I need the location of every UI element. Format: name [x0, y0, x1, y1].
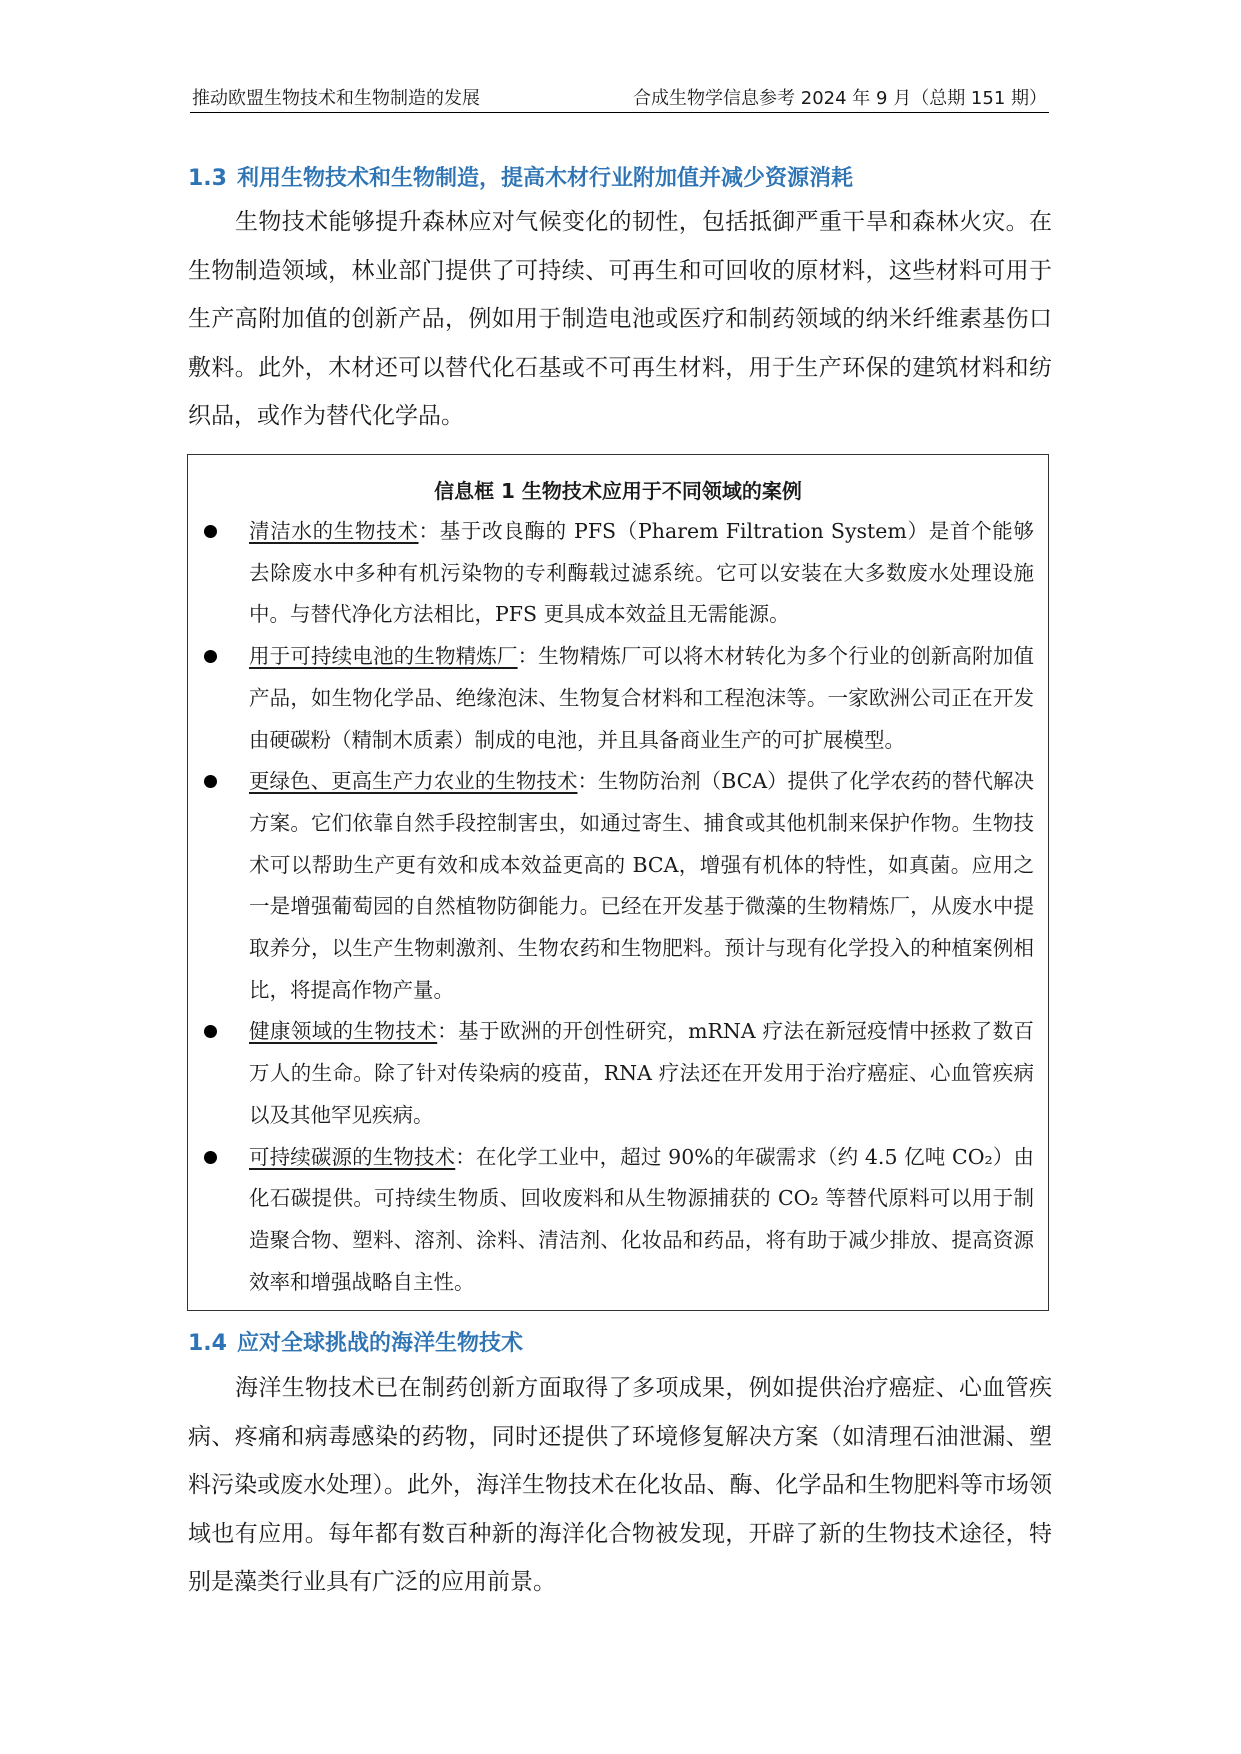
info-box-title: 信息框 1 生物技术应用于不同领域的案例 [434, 479, 802, 503]
bullet-icon [204, 775, 217, 788]
section-title: 利用生物技术和生物制造，提高木材行业附加值并减少资源消耗 [236, 166, 853, 191]
bullet-icon [204, 525, 217, 538]
item-title: 健康领域的生物技术 [249, 1019, 438, 1044]
bullet-icon [204, 650, 217, 663]
item-text: ：在化学工业中，超过 90%的年碳需求（约 4.5 亿吨 CO₂）由化石碳提供。可持续生物质、回收废料和从生物源捕获的 CO₂ 等替代原料可以用于制造聚合物、塑料、溶剂、涂料、清洁剂、化妆品和药品，将有助于减少排放、提高资源效率和增强战略自主性。 [249, 1144, 1034, 1294]
section-title: 应对全球挑战的海洋生物技术 [236, 1331, 523, 1356]
page-header [190, 86, 1049, 113]
item-title: 清洁水的生物技术 [249, 519, 419, 543]
item-title: 用于可持续电池的生物精炼厂 [249, 644, 518, 669]
info-box [187, 454, 1049, 1311]
list-item [188, 1011, 1048, 1136]
section-heading-1-4 [188, 1326, 523, 1357]
list-item [188, 511, 1048, 636]
item-text: ：基于改良酶的 PFS（Pharem Filtration System）是首个能够去除废水中多种有机污染物的专利酶载过滤系统。它可以安装在大多数废水处理设施中。与替代净化方法相比，PFS 更具成本效益且无需能源。 [249, 519, 1034, 627]
list-item [188, 1137, 1048, 1304]
item-text: ：生物防治剂（BCA）提供了化学农药的替代解决方案。它们依靠自然手段控制害虫，如通过寄生、捕食或其他机制来保护作物。生物技术可以帮助生产更有效和成本效益更高的 BCA，增强有机体的特性，如真菌。应用之一是增强葡萄园的自然植物防御能力。已经在开发基于微藻的生物精炼厂，从废水中提取养分，以生产生物刺激剂、生物农药和生物肥料。预计与现有化学投入的种植案例相比，将提高作物产量。 [249, 769, 1035, 1002]
item-text: ：生物精炼厂可以将木材转化为多个行业的创新高附加值产品，如生物化学品、绝缘泡沫、生物复合材料和工程泡沫等。一家欧洲公司正在开发由硬碳粉（精制木质素）制成的电池，并且具备商业生产的可扩展模型。 [249, 644, 1034, 752]
section-1-3-paragraph: 生物技术能够提升森林应对气候变化的韧性，包括抵御严重干旱和森林火灾。在生物制造领域，林业部门提供了可持续、可再生和可回收的原材料，这些材料可用于生产高附加值的创新产品，例如用于制造电池或医疗和制药领域的纳米纤维素基伤口敷料。此外，木材还可以替代化石基或不可再生材料，用于生产环保的建筑材料和纺织品，或作为替代化学品。 [188, 209, 1052, 429]
bullet-icon [204, 1151, 217, 1164]
section-number: 1.3 [188, 166, 227, 191]
section-number: 1.4 [188, 1331, 227, 1356]
header-left-title: 推动欧盟生物技术和生物制造的发展 [192, 88, 480, 109]
list-item [188, 761, 1048, 1011]
list-item [188, 636, 1048, 761]
section-1-4-paragraph: 海洋生物技术已在制药创新方面取得了多项成果，例如提供治疗癌症、心血管疾病、疼痛和病毒感染的药物，同时还提供了环境修复解决方案（如清理石油泄漏、塑料污染或废水处理）。此外，海洋生物技术在化妆品、酶、化学品和生物肥料等市场领域也有应用。每年都有数百种新的海洋化合物被发现，开辟了新的生物技术途径，特别是藻类行业具有广泛的应用前景。 [188, 1375, 1052, 1595]
header-right-title: 合成生物学信息参考 2024 年 9 月（总期 151 期） [633, 88, 1047, 109]
item-title: 可持续碳源的生物技术 [249, 1144, 456, 1169]
bullet-icon [204, 1025, 217, 1038]
item-text: ：基于欧洲的开创性研究，mRNA 疗法在新冠疫情中拯救了数百万人的生命。除了针对传染病的疫苗，RNA 疗法还在开发用于治疗癌症、心血管疾病以及其他罕见疾病。 [249, 1019, 1034, 1127]
section-heading-1-3 [188, 161, 853, 192]
info-box-list [188, 511, 1048, 1303]
item-title: 更绿色、更高生产力农业的生物技术 [249, 769, 578, 794]
